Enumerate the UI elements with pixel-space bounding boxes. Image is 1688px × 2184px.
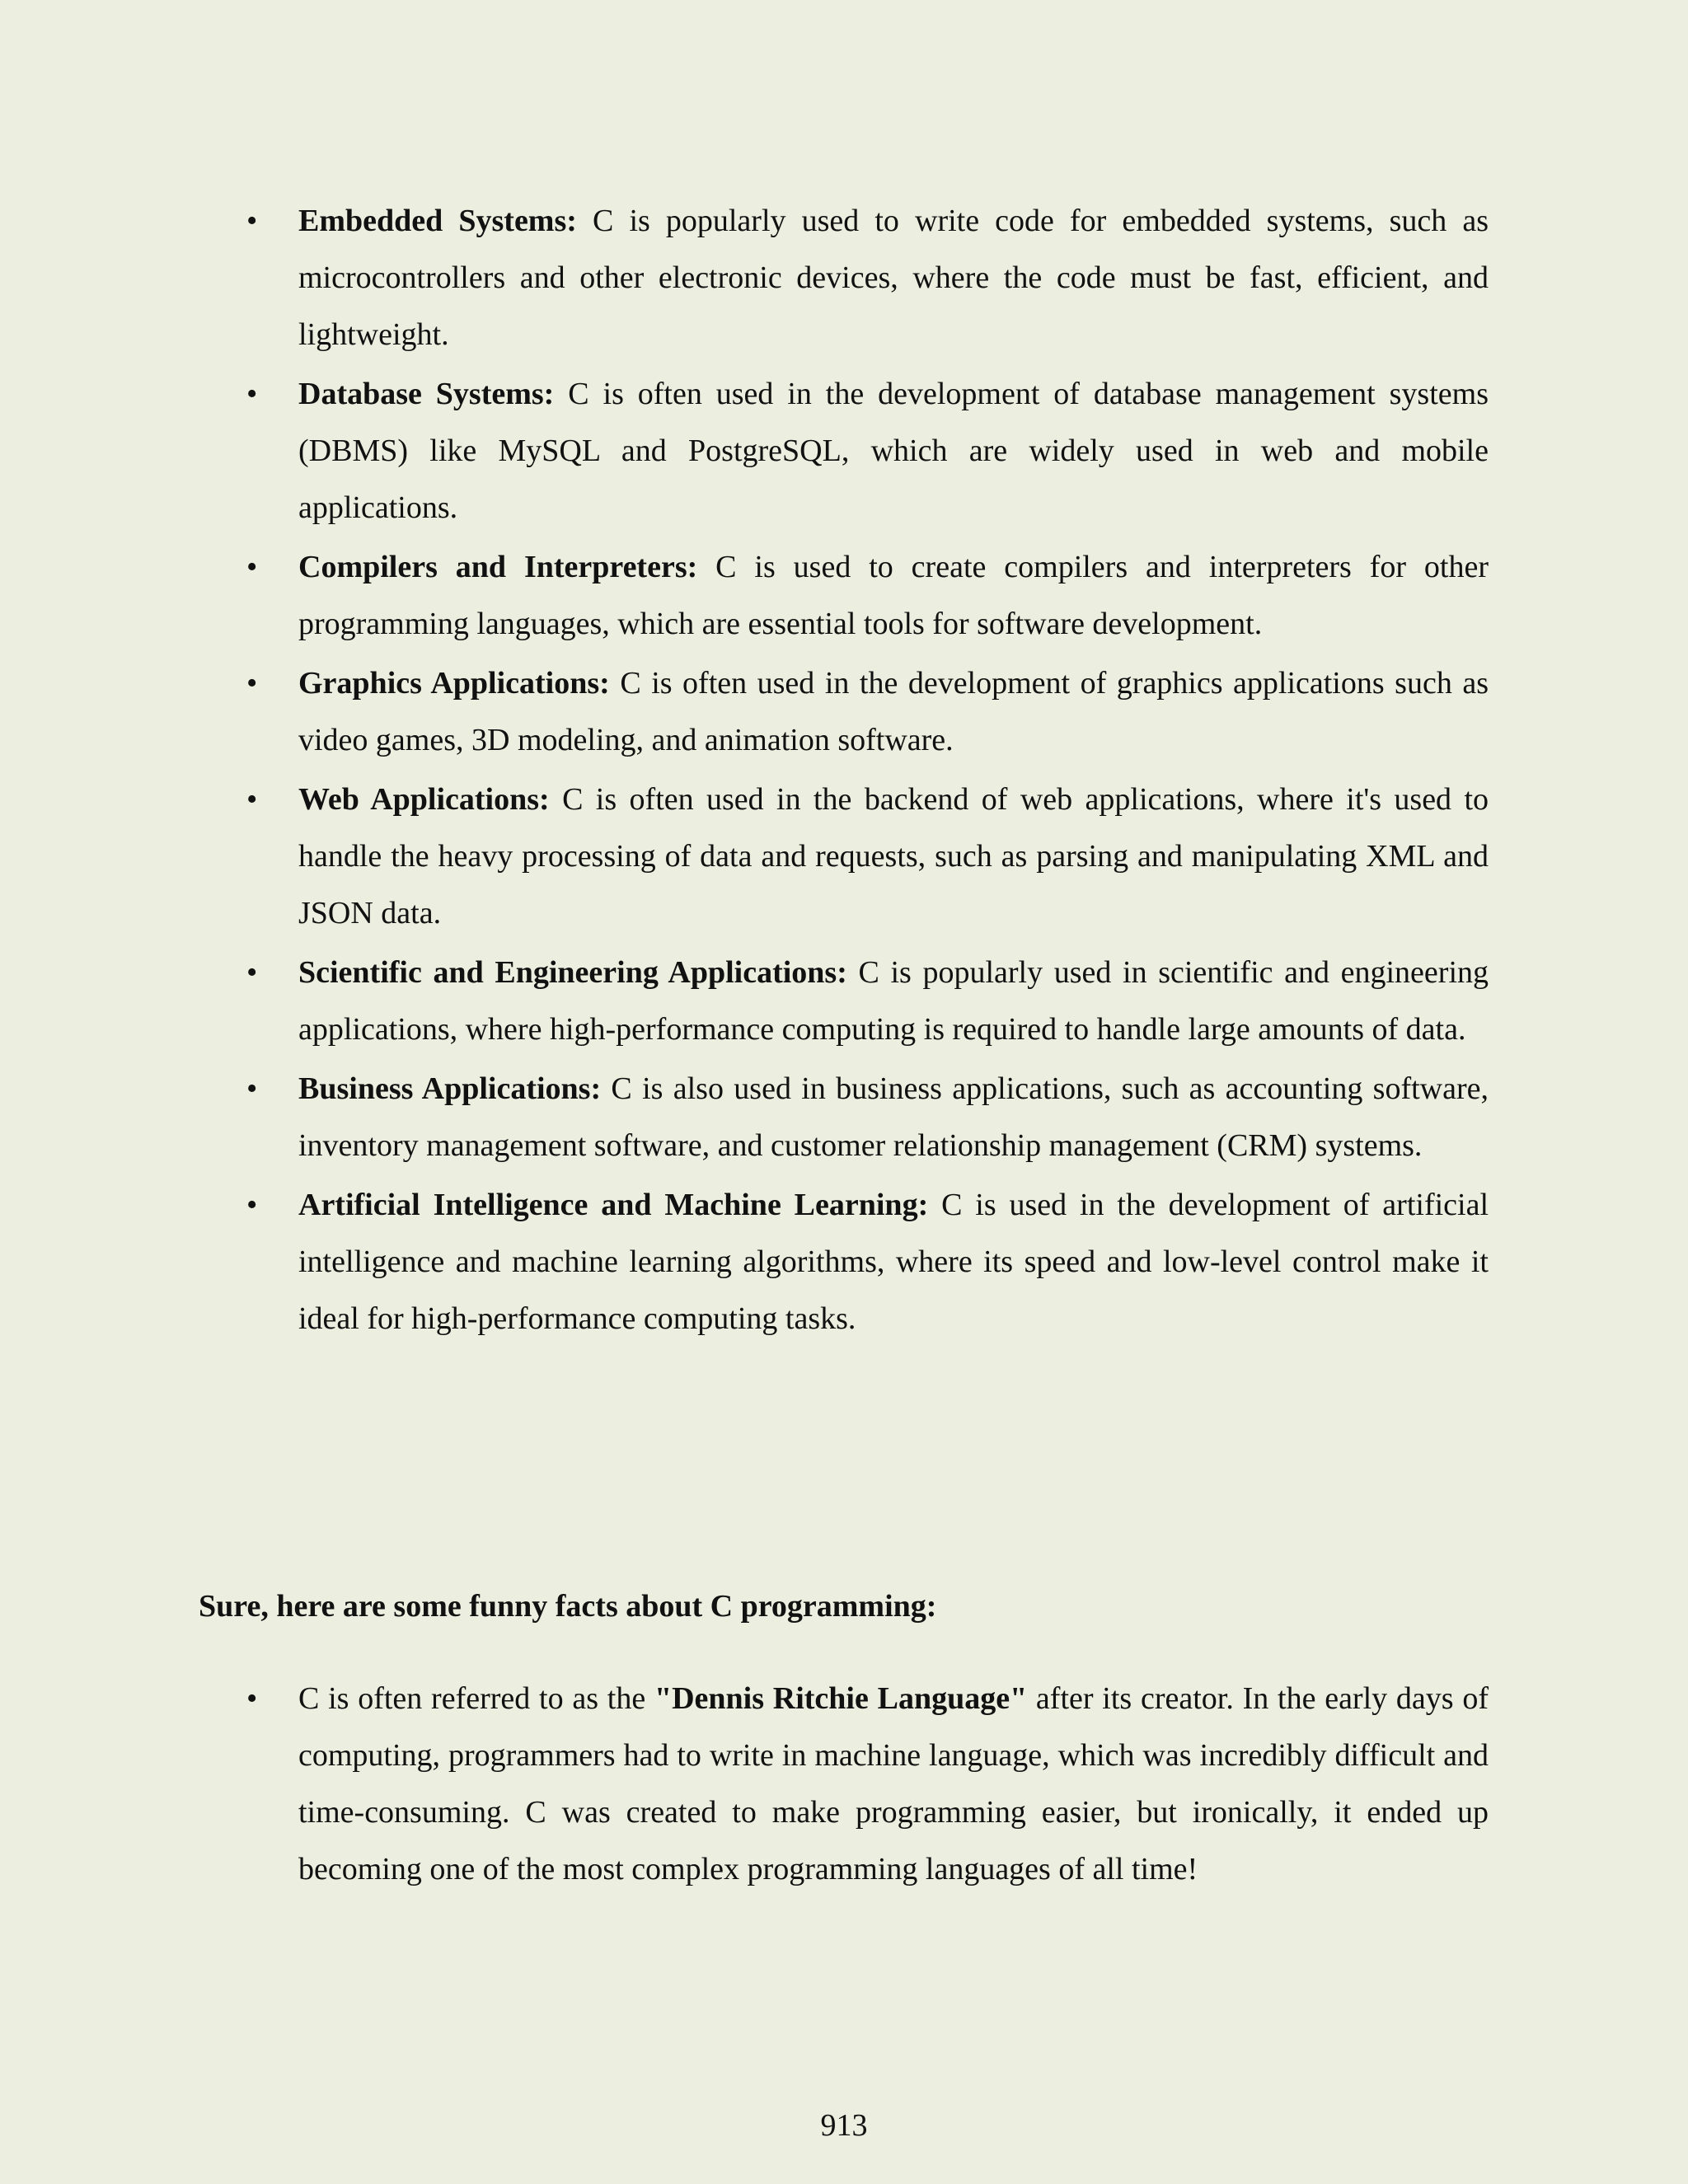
item-text: C is used to create compilers and interpreters for other programming languages, which are essential tools for software development.: [298, 550, 1489, 641]
list-item: [246, 1671, 1489, 1898]
list-item: [246, 193, 1489, 363]
item-term: Graphics Applications:: [298, 666, 610, 701]
item-text: C is popularly used to write code for embedded systems, such as microcontrollers and other electronic devices, where the code must be fast, efficient, and lightweight.: [298, 204, 1489, 352]
list-item: [246, 655, 1489, 769]
item-text: C is used in the development of artificial intelligence and machine learning algorithms, where its speed and low-level control make it ideal for high-performance computing tasks.: [298, 1188, 1489, 1336]
item-term: Artificial Intelligence and Machine Learning:: [298, 1188, 929, 1222]
item-term: Web Applications:: [298, 782, 550, 817]
bullet: •: [246, 377, 258, 411]
facts-heading: Sure, here are some funny facts about C programming:: [199, 1589, 937, 1624]
item-text: C is also used in business applications, such as accounting software, inventory management software, and customer relationship management (CRM) systems.: [298, 1071, 1489, 1163]
item-term: Scientific and Engineering Applications:: [298, 955, 847, 990]
bullet: •: [246, 550, 258, 584]
page-number: 913: [820, 2108, 868, 2143]
item-text: C is often used in the development of database management systems (DBMS) like MySQL and PostgreSQL, which are widely used in web and mobile applications.: [298, 377, 1489, 525]
uses-list: [246, 193, 1489, 1350]
item-term: Business Applications:: [298, 1071, 602, 1106]
list-item: [246, 1061, 1489, 1174]
item-term: Database Systems:: [298, 377, 555, 411]
bullet: •: [246, 955, 258, 990]
fact-text-before: C is often referred to as the: [298, 1681, 654, 1716]
item-term: Embedded Systems:: [298, 204, 577, 238]
item-term: Compilers and Interpreters:: [298, 550, 698, 584]
bullet: •: [246, 1681, 258, 1716]
item-text: C is popularly used in scientific and engineering applications, where high-performance computing is required to handle large amounts of data.: [298, 955, 1489, 1047]
list-item: [246, 771, 1489, 942]
list-item: [246, 944, 1489, 1058]
item-text: C is often used in the development of graphics applications such as video games, 3D modeling, and animation software.: [298, 666, 1489, 757]
bullet: •: [246, 1188, 258, 1222]
fact-text-after: after its creator. In the early days of computing, programmers had to write in machine language, which was incredibly difficult and time-consuming. C was created to make programming easier, but ironically, it ended up becoming one of the most complex programming languages of all time!: [298, 1681, 1489, 1886]
item-text: C is often used in the backend of web applications, where it's used to handle the heavy processing of data and requests, such as parsing and manipulating XML and JSON data.: [298, 782, 1489, 930]
bullet: •: [246, 666, 258, 701]
bullet: •: [246, 782, 258, 817]
bullet: •: [246, 204, 258, 238]
fact-emphasis: "Dennis Ritchie Language": [654, 1681, 1028, 1716]
bullet: •: [246, 1071, 258, 1106]
list-item: [246, 1177, 1489, 1347]
list-item: [246, 366, 1489, 537]
list-item: [246, 539, 1489, 653]
facts-list: [246, 1671, 1489, 1900]
